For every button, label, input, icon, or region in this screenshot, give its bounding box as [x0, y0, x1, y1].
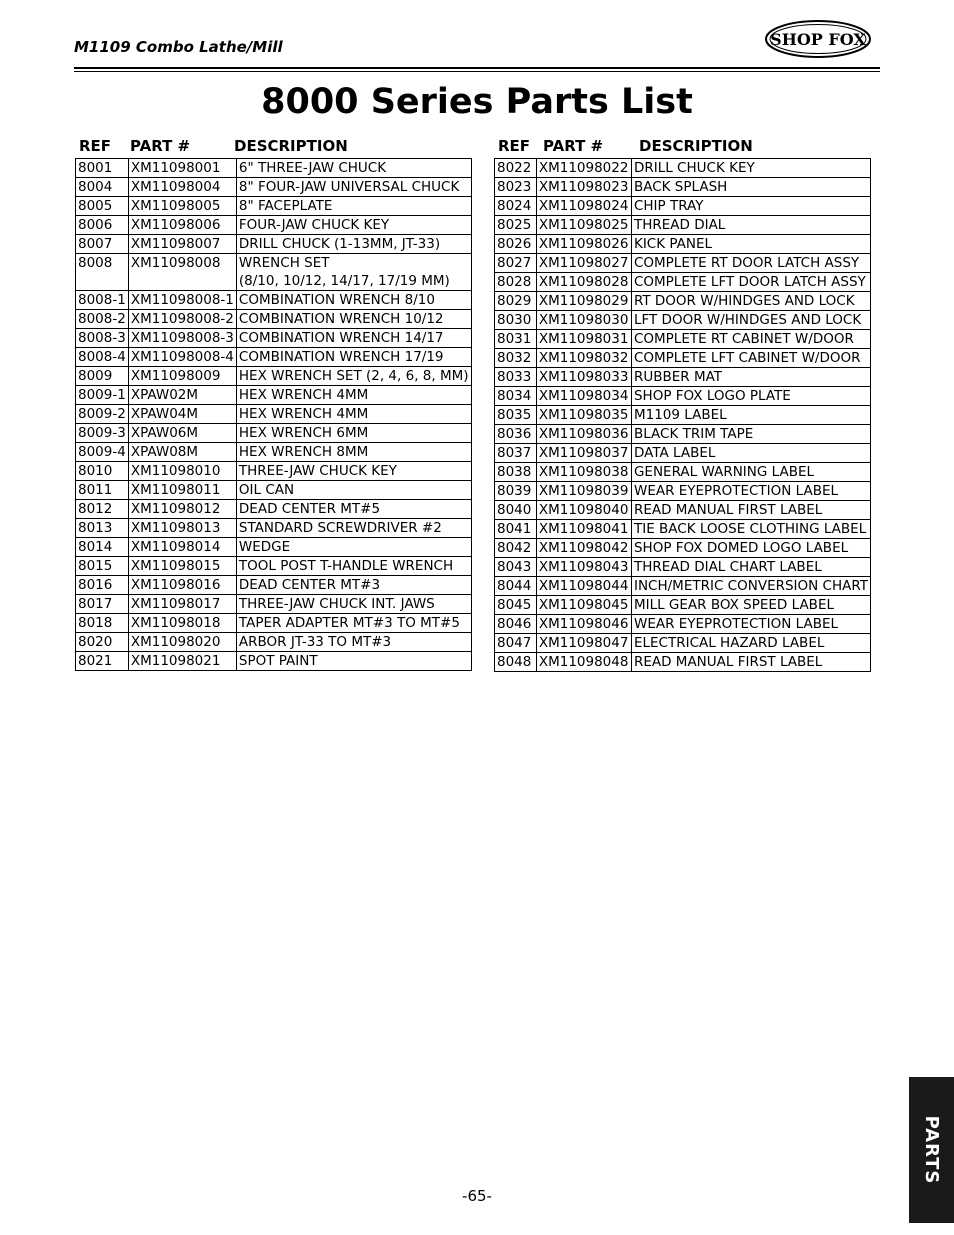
part-number-cell: XM11098004 — [128, 178, 236, 197]
ref-cell: 8005 — [76, 197, 129, 216]
description-cell: THREAD DIAL CHART LABEL — [631, 558, 870, 577]
description-line: (8/10, 10/12, 14/17, 17/19 MM) — [238, 273, 450, 289]
part-number-cell: XPAW02M — [128, 386, 236, 405]
part-number-cell: XM11098026 — [536, 235, 631, 254]
part-number-cell: XM11098043 — [536, 558, 631, 577]
part-number-cell: XM11098006 — [128, 216, 236, 235]
left-desc-header: DESCRIPTION — [234, 137, 348, 155]
ref-cell: 8039 — [495, 482, 537, 501]
description-cell: GENERAL WARNING LABEL — [631, 463, 870, 482]
part-number-cell: XPAW08M — [128, 443, 236, 462]
description-cell: MILL GEAR BOX SPEED LABEL — [631, 596, 870, 615]
description-cell — [236, 254, 471, 291]
ref-cell: 8007 — [76, 235, 129, 254]
description-cell: 6" THREE-JAW CHUCK — [236, 159, 471, 178]
left-part-header: PART # — [130, 137, 191, 155]
description-cell: TIE BACK LOOSE CLOTHING LABEL — [631, 520, 870, 539]
description-cell: HEX WRENCH SET (2, 4, 6, 8, MM) — [236, 367, 471, 386]
ref-cell: 8004 — [76, 178, 129, 197]
table-row — [495, 444, 871, 463]
part-number-cell: XM11098005 — [128, 197, 236, 216]
ref-cell: 8006 — [76, 216, 129, 235]
ref-cell: 8040 — [495, 501, 537, 520]
table-row — [76, 367, 472, 386]
right-ref-header: REF — [498, 137, 531, 155]
part-number-cell: XM11098008-1 — [128, 291, 236, 310]
ref-cell: 8045 — [495, 596, 537, 615]
ref-cell: 8016 — [76, 576, 129, 595]
right-parts-table — [494, 158, 871, 672]
ref-cell: 8023 — [495, 178, 537, 197]
part-number-cell: XM11098046 — [536, 615, 631, 634]
ref-cell: 8008-3 — [76, 329, 129, 348]
description-cell: DRILL CHUCK KEY — [631, 159, 870, 178]
part-number-cell: XM11098038 — [536, 463, 631, 482]
table-row — [76, 500, 472, 519]
part-number-cell: XM11098034 — [536, 387, 631, 406]
ref-cell: 8047 — [495, 634, 537, 653]
part-number-cell: XM11098022 — [536, 159, 631, 178]
part-number-cell: XM11098017 — [128, 595, 236, 614]
ref-cell: 8009-2 — [76, 405, 129, 424]
table-row — [495, 330, 871, 349]
description-cell: DEAD CENTER MT#3 — [236, 576, 471, 595]
description-cell: COMBINATION WRENCH 8/10 — [236, 291, 471, 310]
table-row — [76, 235, 472, 254]
ref-cell: 8008 — [76, 254, 129, 291]
description-cell: TAPER ADAPTER MT#3 TO MT#5 — [236, 614, 471, 633]
description-cell: READ MANUAL FIRST LABEL — [631, 501, 870, 520]
part-number-cell: XPAW06M — [128, 424, 236, 443]
ref-cell: 8020 — [76, 633, 129, 652]
ref-cell: 8009-1 — [76, 386, 129, 405]
table-row — [495, 596, 871, 615]
part-number-cell: XM11098013 — [128, 519, 236, 538]
ref-cell: 8042 — [495, 539, 537, 558]
table-row — [495, 558, 871, 577]
part-number-cell: XM11098032 — [536, 349, 631, 368]
table-row — [495, 349, 871, 368]
table-row — [76, 405, 472, 424]
description-cell: COMPLETE LFT CABINET W/DOOR — [631, 349, 870, 368]
description-cell: 8" FOUR-JAW UNIVERSAL CHUCK — [236, 178, 471, 197]
ref-cell: 8011 — [76, 481, 129, 500]
ref-cell: 8008-4 — [76, 348, 129, 367]
table-row — [76, 557, 472, 576]
table-row — [76, 386, 472, 405]
table-row — [495, 482, 871, 501]
part-number-cell: XM11098042 — [536, 539, 631, 558]
part-number-cell: XM11098020 — [128, 633, 236, 652]
table-row — [495, 653, 871, 672]
page-number: -65- — [462, 1187, 492, 1205]
table-row — [76, 216, 472, 235]
description-cell: OIL CAN — [236, 481, 471, 500]
description-cell: ELECTRICAL HAZARD LABEL — [631, 634, 870, 653]
ref-cell: 8010 — [76, 462, 129, 481]
part-number-cell: XM11098047 — [536, 634, 631, 653]
part-number-cell: XM11098011 — [128, 481, 236, 500]
part-number-cell: XM11098031 — [536, 330, 631, 349]
part-number-cell: XM11098008-2 — [128, 310, 236, 329]
description-cell: BLACK TRIM TAPE — [631, 425, 870, 444]
description-cell: KICK PANEL — [631, 235, 870, 254]
description-cell: SHOP FOX DOMED LOGO LABEL — [631, 539, 870, 558]
table-row — [76, 652, 472, 671]
header-rule-thin — [74, 71, 880, 72]
description-cell: THREE-JAW CHUCK KEY — [236, 462, 471, 481]
ref-cell: 8028 — [495, 273, 537, 292]
part-number-cell: XM11098048 — [536, 653, 631, 672]
ref-cell: 8035 — [495, 406, 537, 425]
part-number-cell: XM11098015 — [128, 557, 236, 576]
part-number-cell: XM11098037 — [536, 444, 631, 463]
table-row — [76, 178, 472, 197]
description-cell: BACK SPLASH — [631, 178, 870, 197]
part-number-cell: XM11098021 — [128, 652, 236, 671]
description-cell: READ MANUAL FIRST LABEL — [631, 653, 870, 672]
description-cell: SPOT PAINT — [236, 652, 471, 671]
svg-text:SHOP FOX: SHOP FOX — [770, 30, 866, 49]
table-row — [495, 159, 871, 178]
description-cell: RUBBER MAT — [631, 368, 870, 387]
table-row — [495, 520, 871, 539]
right-part-header: PART # — [543, 137, 604, 155]
part-number-cell: XM11098018 — [128, 614, 236, 633]
table-row — [495, 463, 871, 482]
ref-cell: 8030 — [495, 311, 537, 330]
table-row — [495, 425, 871, 444]
ref-cell: 8013 — [76, 519, 129, 538]
part-number-cell: XM11098025 — [536, 216, 631, 235]
left-ref-header: REF — [79, 137, 112, 155]
description-cell: WEAR EYEPROTECTION LABEL — [631, 615, 870, 634]
description-cell: COMBINATION WRENCH 10/12 — [236, 310, 471, 329]
part-number-cell: XM11098016 — [128, 576, 236, 595]
description-cell: INCH/METRIC CONVERSION CHART — [631, 577, 870, 596]
description-line: WRENCH SET — [238, 255, 330, 271]
table-row — [76, 254, 472, 291]
part-number-cell: XM11098024 — [536, 197, 631, 216]
description-cell: THREAD DIAL — [631, 216, 870, 235]
description-cell: TOOL POST T-HANDLE WRENCH — [236, 557, 471, 576]
part-number-cell: XPAW04M — [128, 405, 236, 424]
table-row — [495, 178, 871, 197]
part-number-cell: XM11098030 — [536, 311, 631, 330]
left-parts-table — [75, 158, 472, 671]
part-number-cell: XM11098035 — [536, 406, 631, 425]
ref-cell: 8018 — [76, 614, 129, 633]
table-row — [76, 197, 472, 216]
table-row — [76, 462, 472, 481]
part-number-cell: XM11098001 — [128, 159, 236, 178]
table-row — [76, 481, 472, 500]
description-cell: RT DOOR W/HINDGES AND LOCK — [631, 292, 870, 311]
part-number-cell: XM11098028 — [536, 273, 631, 292]
table-row — [495, 292, 871, 311]
part-number-cell: XM11098009 — [128, 367, 236, 386]
description-cell: HEX WRENCH 8MM — [236, 443, 471, 462]
ref-cell: 8036 — [495, 425, 537, 444]
part-number-cell: XM11098039 — [536, 482, 631, 501]
description-cell: M1109 LABEL — [631, 406, 870, 425]
table-row — [76, 291, 472, 310]
ref-cell: 8044 — [495, 577, 537, 596]
shop-fox-logo — [764, 17, 872, 61]
description-cell: THREE-JAW CHUCK INT. JAWS — [236, 595, 471, 614]
table-row — [76, 348, 472, 367]
ref-cell: 8027 — [495, 254, 537, 273]
part-number-cell: XM11098045 — [536, 596, 631, 615]
table-row — [76, 614, 472, 633]
table-row — [495, 539, 871, 558]
part-number-cell: XM11098008-4 — [128, 348, 236, 367]
ref-cell: 8043 — [495, 558, 537, 577]
ref-cell: 8029 — [495, 292, 537, 311]
description-cell: COMPLETE RT CABINET W/DOOR — [631, 330, 870, 349]
ref-cell: 8033 — [495, 368, 537, 387]
description-cell: DEAD CENTER MT#5 — [236, 500, 471, 519]
description-cell: COMBINATION WRENCH 14/17 — [236, 329, 471, 348]
ref-cell: 8021 — [76, 652, 129, 671]
table-row — [495, 273, 871, 292]
ref-cell: 8008-2 — [76, 310, 129, 329]
right-desc-header: DESCRIPTION — [639, 137, 753, 155]
table-row — [495, 634, 871, 653]
part-number-cell: XM11098036 — [536, 425, 631, 444]
ref-cell: 8037 — [495, 444, 537, 463]
table-row — [495, 577, 871, 596]
table-row — [495, 216, 871, 235]
part-number-cell: XM11098008-3 — [128, 329, 236, 348]
table-row — [76, 424, 472, 443]
table-row — [495, 197, 871, 216]
table-row — [76, 595, 472, 614]
ref-cell: 8026 — [495, 235, 537, 254]
description-cell: ARBOR JT-33 TO MT#3 — [236, 633, 471, 652]
table-row — [495, 501, 871, 520]
description-cell: STANDARD SCREWDRIVER #2 — [236, 519, 471, 538]
description-cell: 8" FACEPLATE — [236, 197, 471, 216]
table-row — [495, 254, 871, 273]
table-row — [76, 310, 472, 329]
table-row — [495, 368, 871, 387]
ref-cell: 8017 — [76, 595, 129, 614]
part-number-cell: XM11098007 — [128, 235, 236, 254]
part-number-cell: XM11098041 — [536, 520, 631, 539]
table-row — [76, 329, 472, 348]
table-row — [76, 633, 472, 652]
description-cell: COMPLETE LFT DOOR LATCH ASSY — [631, 273, 870, 292]
table-row — [76, 519, 472, 538]
ref-cell: 8022 — [495, 159, 537, 178]
ref-cell: 8014 — [76, 538, 129, 557]
ref-cell: 8032 — [495, 349, 537, 368]
ref-cell: 8001 — [76, 159, 129, 178]
description-cell: COMPLETE RT DOOR LATCH ASSY — [631, 254, 870, 273]
part-number-cell: XM11098040 — [536, 501, 631, 520]
part-number-cell: XM11098033 — [536, 368, 631, 387]
description-cell: CHIP TRAY — [631, 197, 870, 216]
description-cell: LFT DOOR W/HINDGES AND LOCK — [631, 311, 870, 330]
document-title: M1109 Combo Lathe/Mill — [74, 38, 283, 56]
page-title: 8000 Series Parts List — [261, 82, 693, 122]
description-cell: COMBINATION WRENCH 17/19 — [236, 348, 471, 367]
description-cell: FOUR-JAW CHUCK KEY — [236, 216, 471, 235]
description-cell: DRILL CHUCK (1-13MM, JT-33) — [236, 235, 471, 254]
part-number-cell: XM11098029 — [536, 292, 631, 311]
ref-cell: 8012 — [76, 500, 129, 519]
ref-cell: 8009-3 — [76, 424, 129, 443]
ref-cell: 8009 — [76, 367, 129, 386]
part-number-cell: XM11098044 — [536, 577, 631, 596]
part-number-cell: XM11098012 — [128, 500, 236, 519]
ref-cell: 8009-4 — [76, 443, 129, 462]
table-row — [76, 538, 472, 557]
description-cell: WEAR EYEPROTECTION LABEL — [631, 482, 870, 501]
header-rule — [74, 67, 880, 69]
description-cell: WEDGE — [236, 538, 471, 557]
ref-cell: 8041 — [495, 520, 537, 539]
table-row — [495, 235, 871, 254]
table-row — [495, 615, 871, 634]
table-row — [76, 159, 472, 178]
ref-cell: 8024 — [495, 197, 537, 216]
part-number-cell: XM11098023 — [536, 178, 631, 197]
table-row — [495, 311, 871, 330]
ref-cell: 8038 — [495, 463, 537, 482]
ref-cell: 8015 — [76, 557, 129, 576]
ref-cell: 8008-1 — [76, 291, 129, 310]
description-cell: DATA LABEL — [631, 444, 870, 463]
description-cell: HEX WRENCH 4MM — [236, 405, 471, 424]
table-row — [76, 443, 472, 462]
description-cell: HEX WRENCH 6MM — [236, 424, 471, 443]
parts-section-tab: PARTS — [909, 1077, 954, 1223]
part-number-cell: XM11098027 — [536, 254, 631, 273]
ref-cell: 8046 — [495, 615, 537, 634]
ref-cell: 8031 — [495, 330, 537, 349]
ref-cell: 8048 — [495, 653, 537, 672]
ref-cell: 8025 — [495, 216, 537, 235]
ref-cell: 8034 — [495, 387, 537, 406]
table-row — [495, 406, 871, 425]
description-cell: SHOP FOX LOGO PLATE — [631, 387, 870, 406]
part-number-cell: XM11098014 — [128, 538, 236, 557]
table-row — [495, 387, 871, 406]
part-number-cell: XM11098008 — [128, 254, 236, 291]
part-number-cell: XM11098010 — [128, 462, 236, 481]
table-row — [76, 576, 472, 595]
description-cell: HEX WRENCH 4MM — [236, 386, 471, 405]
